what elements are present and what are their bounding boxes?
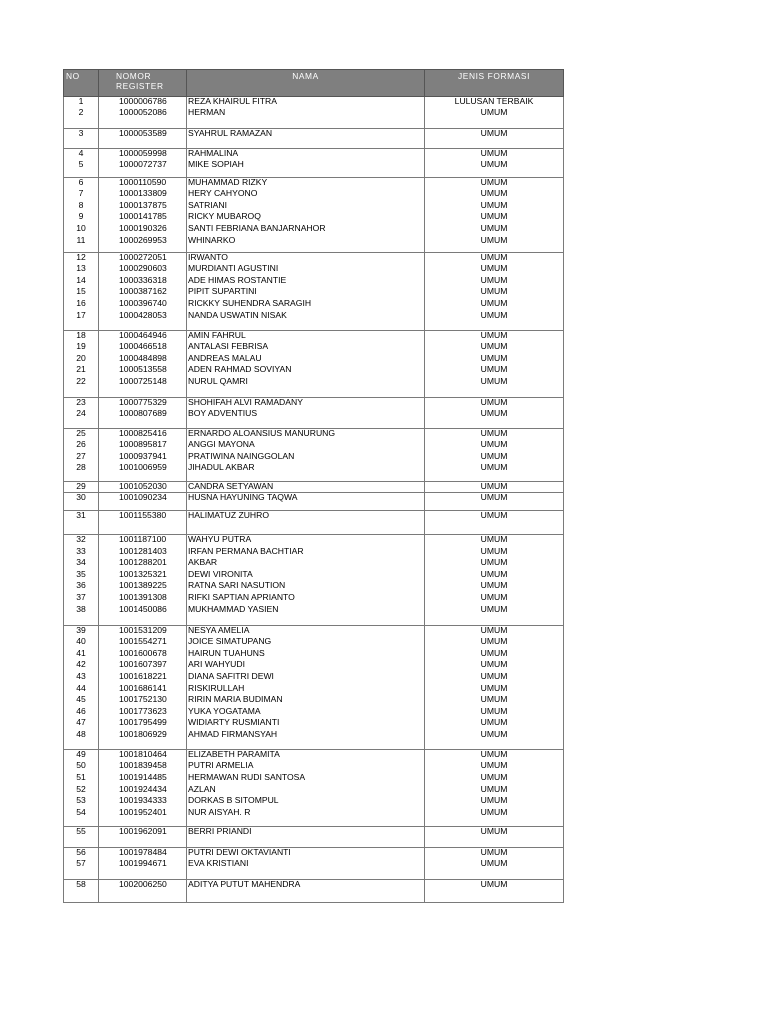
row-jenis-formasi: UMUM [425,481,564,493]
row-jenis-formasi: UMUM [425,331,564,343]
row-nama: NUR AISYAH. R [187,808,425,827]
table-row [64,581,564,593]
header-row [64,70,564,97]
row-nama: ADE HIMAS ROSTANTIE [187,276,425,288]
row-jenis-formasi: UMUM [425,730,564,750]
row-no: 36 [64,581,99,593]
row-register: 1001554271 [99,637,187,649]
row-register: 1000387162 [99,287,187,299]
row-jenis-formasi: UMUM [425,684,564,696]
row-jenis-formasi: UMUM [425,593,564,605]
row-jenis-formasi: UMUM [425,493,564,511]
row-register: 1001934333 [99,796,187,808]
row-jenis-formasi: UMUM [425,354,564,366]
row-no: 1 [64,97,99,109]
row-nama: YUKA YOGATAMA [187,707,425,719]
row-register: 1001281403 [99,547,187,559]
row-nama: WIDIARTY RUSMIANTI [187,718,425,730]
row-nama: SHOHIFAH ALVI RAMADANY [187,397,425,409]
header-nama: NAMA [187,70,425,97]
row-no: 58 [64,879,99,902]
row-register: 1001795499 [99,718,187,730]
row-nama: IRWANTO [187,253,425,265]
row-nama: RAHMALINA [187,148,425,160]
header-register: NOMOR REGISTER [99,70,187,97]
table-row [64,547,564,559]
row-nama: REZA KHAIRUL FITRA [187,97,425,109]
row-register: 1000807689 [99,409,187,429]
table-row [64,276,564,288]
row-jenis-formasi: UMUM [425,718,564,730]
row-nama: ANDREAS MALAU [187,354,425,366]
table-row [64,649,564,661]
table-row [64,189,564,201]
row-jenis-formasi: UMUM [425,264,564,276]
table-row [64,761,564,773]
row-nama: HALIMATUZ ZUHRO [187,511,425,535]
table-row [64,605,564,626]
row-nama: ADITYA PUTUT MAHENDRA [187,879,425,902]
row-no: 50 [64,761,99,773]
row-register: 1001806929 [99,730,187,750]
row-jenis-formasi: UMUM [425,827,564,848]
row-nama: ELIZABETH PARAMITA [187,750,425,762]
table-row [64,264,564,276]
row-jenis-formasi: UMUM [425,626,564,638]
row-nama: HERY CAHYONO [187,189,425,201]
row-register: 1001952401 [99,808,187,827]
table-row [64,212,564,224]
row-register: 1001752130 [99,695,187,707]
row-no: 56 [64,848,99,860]
row-no: 30 [64,493,99,511]
row-no: 48 [64,730,99,750]
row-jenis-formasi: UMUM [425,761,564,773]
row-nama: NESYA AMELIA [187,626,425,638]
row-no: 2 [64,108,99,128]
row-jenis-formasi: UMUM [425,581,564,593]
row-jenis-formasi: UMUM [425,547,564,559]
row-no: 9 [64,212,99,224]
table-row [64,342,564,354]
table-row [64,660,564,672]
table-row [64,481,564,493]
row-no: 3 [64,128,99,148]
row-jenis-formasi: UMUM [425,750,564,762]
row-no: 29 [64,481,99,493]
row-nama: RIFKI SAPTIAN APRIANTO [187,593,425,605]
table-row [64,637,564,649]
row-jenis-formasi: UMUM [425,695,564,707]
table-row [64,128,564,148]
participant-table [63,69,564,903]
row-no: 23 [64,397,99,409]
row-no: 44 [64,684,99,696]
table-row [64,695,564,707]
row-register: 1000895817 [99,440,187,452]
row-no: 5 [64,160,99,178]
row-nama: HUSNA HAYUNING TAQWA [187,493,425,511]
table-row [64,440,564,452]
table-row [64,493,564,511]
row-register: 1000466518 [99,342,187,354]
row-register: 1000269953 [99,236,187,253]
row-jenis-formasi: UMUM [425,178,564,190]
row-nama: PIPIT SUPARTINI [187,287,425,299]
row-no: 57 [64,859,99,879]
row-register: 1000825416 [99,429,187,441]
row-no: 37 [64,593,99,605]
table-row [64,311,564,331]
table-row [64,558,564,570]
row-jenis-formasi: UMUM [425,342,564,354]
row-register: 1000513558 [99,365,187,377]
table-row [64,452,564,464]
row-nama: MUHAMMAD RIZKY [187,178,425,190]
row-register: 1000484898 [99,354,187,366]
row-no: 21 [64,365,99,377]
table-row [64,773,564,785]
table-row [64,859,564,879]
row-register: 1001978484 [99,848,187,860]
row-register: 1000133809 [99,189,187,201]
row-no: 25 [64,429,99,441]
row-nama: DIANA SAFITRI DEWI [187,672,425,684]
table-row [64,236,564,253]
table-row [64,593,564,605]
row-register: 1001006959 [99,463,187,481]
table-row [64,224,564,236]
row-jenis-formasi: UMUM [425,236,564,253]
table-row [64,409,564,429]
row-nama: HERMAWAN RUDI SANTOSA [187,773,425,785]
row-nama: ANGGI MAYONA [187,440,425,452]
table-row [64,730,564,750]
row-nama: RATNA SARI NASUTION [187,581,425,593]
row-no: 27 [64,452,99,464]
row-nama: RISKIRULLAH [187,684,425,696]
row-register: 1000052086 [99,108,187,128]
row-register: 1001994671 [99,859,187,879]
row-register: 1000464946 [99,331,187,343]
row-no: 16 [64,299,99,311]
row-jenis-formasi: UMUM [425,637,564,649]
row-register: 1002006250 [99,879,187,902]
row-register: 1000775329 [99,397,187,409]
row-jenis-formasi: UMUM [425,879,564,902]
row-nama: AZLAN [187,785,425,797]
row-jenis-formasi: UMUM [425,201,564,213]
row-nama: SANTI FEBRIANA BANJARNAHOR [187,224,425,236]
row-nama: ANTALASI FEBRISA [187,342,425,354]
row-no: 54 [64,808,99,827]
row-nama: PRATIWINA NAINGGOLAN [187,452,425,464]
row-register: 1001962091 [99,827,187,848]
row-jenis-formasi: UMUM [425,558,564,570]
table-row [64,535,564,547]
row-register: 1001389225 [99,581,187,593]
row-nama: BOY ADVENTIUS [187,409,425,429]
row-no: 51 [64,773,99,785]
table-row [64,463,564,481]
row-jenis-formasi: LULUSAN TERBAIK [425,97,564,109]
row-register: 1000725148 [99,377,187,397]
row-register: 1001531209 [99,626,187,638]
row-nama: RIRIN MARIA BUDIMAN [187,695,425,707]
row-nama: AHMAD FIRMANSYAH [187,730,425,750]
row-jenis-formasi: UMUM [425,148,564,160]
row-nama: HAIRUN TUAHUNS [187,649,425,661]
row-no: 15 [64,287,99,299]
row-nama: SATRIANI [187,201,425,213]
row-no: 38 [64,605,99,626]
row-no: 10 [64,224,99,236]
row-nama: HERMAN [187,108,425,128]
table-row [64,672,564,684]
table-row [64,808,564,827]
row-register: 1001618221 [99,672,187,684]
table-row [64,511,564,535]
row-nama: JOICE SIMATUPANG [187,637,425,649]
row-no: 14 [64,276,99,288]
table-row [64,879,564,902]
row-jenis-formasi: UMUM [425,311,564,331]
row-register: 1001839458 [99,761,187,773]
row-register: 1001325321 [99,570,187,582]
row-jenis-formasi: UMUM [425,128,564,148]
row-nama: EVA KRISTIANI [187,859,425,879]
row-register: 1001090234 [99,493,187,511]
row-nama: AMIN FAHRUL [187,331,425,343]
table-row [64,429,564,441]
row-no: 46 [64,707,99,719]
table-row [64,397,564,409]
row-jenis-formasi: UMUM [425,299,564,311]
row-register: 1000290603 [99,264,187,276]
row-no: 35 [64,570,99,582]
row-no: 32 [64,535,99,547]
table-row [64,148,564,160]
row-register: 1001686141 [99,684,187,696]
table-row [64,707,564,719]
row-nama: SYAHRUL RAMAZAN [187,128,425,148]
row-register: 1000053589 [99,128,187,148]
row-register: 1001391308 [99,593,187,605]
row-register: 1001810464 [99,750,187,762]
row-jenis-formasi: UMUM [425,672,564,684]
row-no: 6 [64,178,99,190]
table-row [64,253,564,265]
header-no: NO [64,70,99,97]
row-nama: DEWI VIRONITA [187,570,425,582]
row-jenis-formasi: UMUM [425,785,564,797]
table-row [64,377,564,397]
row-nama: RICKKY SUHENDRA SARAGIH [187,299,425,311]
table-row [64,785,564,797]
row-register: 1000059998 [99,148,187,160]
row-nama: AKBAR [187,558,425,570]
row-nama: ARI WAHYUDI [187,660,425,672]
row-jenis-formasi: UMUM [425,605,564,626]
row-no: 52 [64,785,99,797]
table-row [64,365,564,377]
row-jenis-formasi: UMUM [425,796,564,808]
table-body [64,97,564,903]
row-no: 12 [64,253,99,265]
row-jenis-formasi: UMUM [425,808,564,827]
row-jenis-formasi: UMUM [425,649,564,661]
table-row [64,750,564,762]
row-jenis-formasi: UMUM [425,660,564,672]
row-register: 1001607397 [99,660,187,672]
row-register: 1000072737 [99,160,187,178]
row-no: 34 [64,558,99,570]
row-jenis-formasi: UMUM [425,397,564,409]
row-no: 18 [64,331,99,343]
row-jenis-formasi: UMUM [425,409,564,429]
row-no: 20 [64,354,99,366]
row-jenis-formasi: UMUM [425,773,564,785]
row-register: 1001600678 [99,649,187,661]
row-nama: BERRI PRIANDI [187,827,425,848]
row-nama: IRFAN PERMANA BACHTIAR [187,547,425,559]
row-jenis-formasi: UMUM [425,212,564,224]
row-register: 1000937941 [99,452,187,464]
row-register: 1001155380 [99,511,187,535]
row-nama: PUTRI ARMELIA [187,761,425,773]
row-no: 53 [64,796,99,808]
row-no: 24 [64,409,99,429]
row-jenis-formasi: UMUM [425,440,564,452]
table-row [64,354,564,366]
table-row [64,201,564,213]
row-no: 26 [64,440,99,452]
row-no: 17 [64,311,99,331]
row-register: 1001052030 [99,481,187,493]
row-jenis-formasi: UMUM [425,429,564,441]
header-jenis-formasi: JENIS FORMASI [425,70,564,97]
row-nama: NURUL QAMRI [187,377,425,397]
row-register: 1000137875 [99,201,187,213]
row-no: 55 [64,827,99,848]
row-nama: PUTRI DEWI OKTAVIANTI [187,848,425,860]
row-jenis-formasi: UMUM [425,253,564,265]
row-no: 42 [64,660,99,672]
row-register: 1000190326 [99,224,187,236]
table-row [64,287,564,299]
table-row [64,626,564,638]
row-no: 28 [64,463,99,481]
row-nama: MUKHAMMAD YASIEN [187,605,425,626]
row-jenis-formasi: UMUM [425,859,564,879]
table-row [64,848,564,860]
row-register: 1000396740 [99,299,187,311]
row-no: 4 [64,148,99,160]
row-register: 1001187100 [99,535,187,547]
row-no: 7 [64,189,99,201]
row-no: 40 [64,637,99,649]
row-jenis-formasi: UMUM [425,160,564,178]
row-nama: JIHADUL AKBAR [187,463,425,481]
row-jenis-formasi: UMUM [425,452,564,464]
row-nama: ERNARDO ALOANSIUS MANURUNG [187,429,425,441]
row-jenis-formasi: UMUM [425,224,564,236]
row-nama: DORKAS B SITOMPUL [187,796,425,808]
table-row [64,178,564,190]
row-no: 19 [64,342,99,354]
row-no: 33 [64,547,99,559]
row-nama: NANDA USWATIN NISAK [187,311,425,331]
row-jenis-formasi: UMUM [425,707,564,719]
row-no: 11 [64,236,99,253]
row-no: 45 [64,695,99,707]
row-no: 39 [64,626,99,638]
row-jenis-formasi: UMUM [425,108,564,128]
row-register: 1001924434 [99,785,187,797]
row-register: 1001773623 [99,707,187,719]
row-no: 22 [64,377,99,397]
table-row [64,97,564,109]
row-no: 49 [64,750,99,762]
row-no: 43 [64,672,99,684]
row-register: 1000110590 [99,178,187,190]
table-row [64,108,564,128]
table-row [64,718,564,730]
table-row [64,570,564,582]
row-jenis-formasi: UMUM [425,189,564,201]
row-no: 31 [64,511,99,535]
row-nama: MIKE SOPIAH [187,160,425,178]
row-jenis-formasi: UMUM [425,377,564,397]
table-row [64,796,564,808]
row-register: 1000141785 [99,212,187,224]
table-row [64,684,564,696]
row-register: 1001914485 [99,773,187,785]
table-row [64,299,564,311]
row-jenis-formasi: UMUM [425,535,564,547]
row-nama: WAHYU PUTRA [187,535,425,547]
row-nama: ADEN RAHMAD SOVIYAN [187,365,425,377]
row-jenis-formasi: UMUM [425,463,564,481]
row-register: 1000272051 [99,253,187,265]
table-row [64,827,564,848]
table-row [64,160,564,178]
row-register: 1001288201 [99,558,187,570]
row-no: 41 [64,649,99,661]
row-jenis-formasi: UMUM [425,365,564,377]
row-nama: WHINARKO [187,236,425,253]
row-no: 8 [64,201,99,213]
row-jenis-formasi: UMUM [425,276,564,288]
row-register: 1000428053 [99,311,187,331]
row-no: 13 [64,264,99,276]
row-nama: CANDRA SETYAWAN [187,481,425,493]
table-row [64,331,564,343]
row-nama: MURDIANTI AGUSTINI [187,264,425,276]
row-no: 47 [64,718,99,730]
row-nama: RICKY MUBAROQ [187,212,425,224]
row-register: 1001450086 [99,605,187,626]
row-jenis-formasi: UMUM [425,287,564,299]
row-register: 1000006786 [99,97,187,109]
row-register: 1000336318 [99,276,187,288]
row-jenis-formasi: UMUM [425,511,564,535]
row-jenis-formasi: UMUM [425,848,564,860]
row-jenis-formasi: UMUM [425,570,564,582]
